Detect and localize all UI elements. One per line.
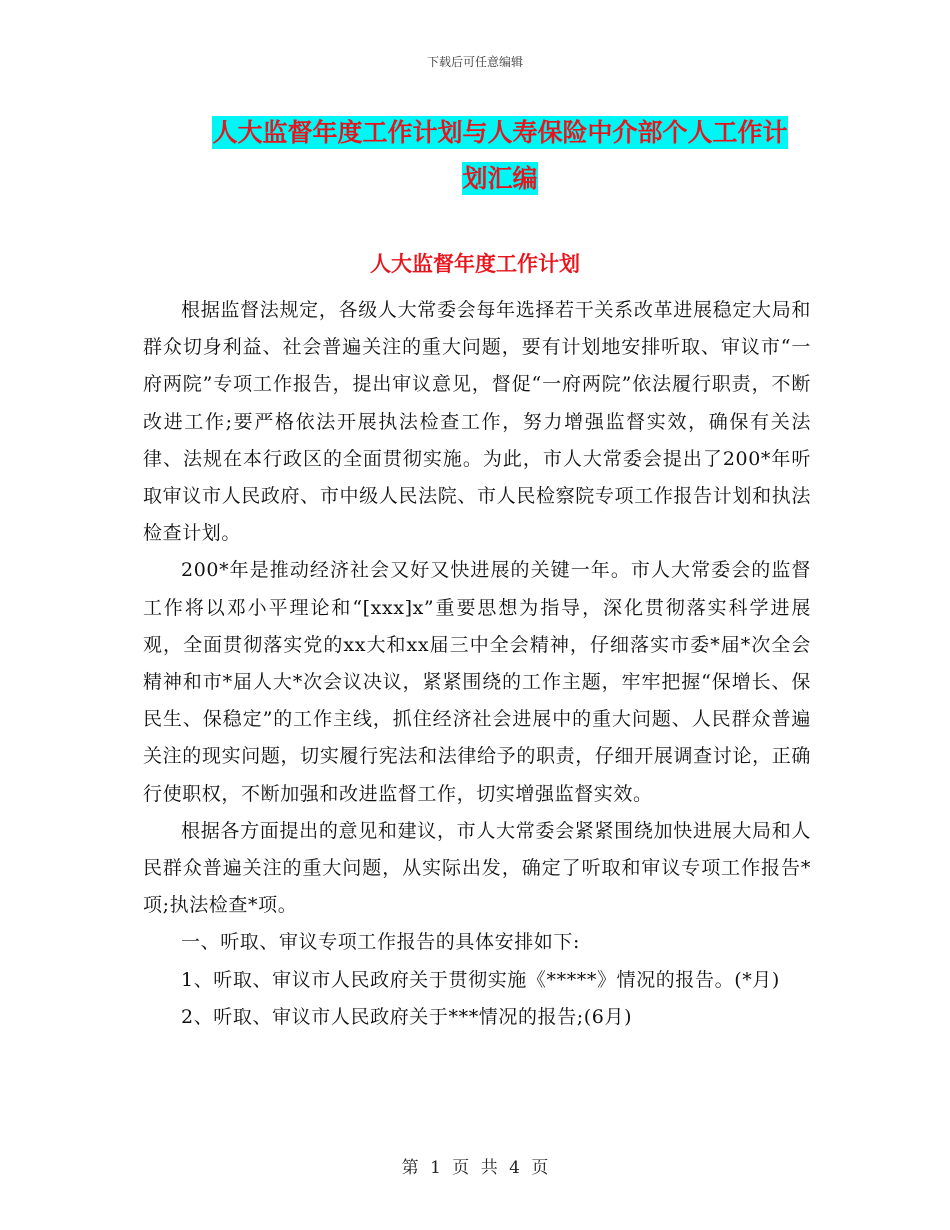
document-title [140,110,860,202]
header-note: 下载后可任意编辑 [426,55,523,69]
document-title-line-2: 划汇编 [462,164,538,193]
paragraph: 2、听取、审议市人民政府关于***情况的报告;(6月) [181,1005,633,1028]
body-text [143,292,811,1036]
page-footer: 第 1 页 共 4 页 [401,1158,549,1178]
paragraph: 200*年是推动经济社会又好又快进展的关键一年。市人大常委会的监督工作将以邓小平理论和“[xxx]x”重要思想为指导，深化贯彻落实科学进展观，全面贯彻落实党的xx大和xx届三中全会精神，仔细落实市委*届*次全会精神和市*届人大*次会议决议，紧紧围绕的工作主题，牢牢把握“保增长、保民生、保稳定”的工作主线，抓住经济社会进展中的重大问题、人民群众普遍关注的现实问题，切实履行宪法和法律给予的职责，仔细开展调查讨论，正确行使职权，不断加强和改进监督工作，切实增强监督实效。 [143,559,811,805]
paragraph: 一、听取、审议专项工作报告的具体安排如下: [181,931,581,954]
document-title-line-1: 人大监督年度工作计划与人寿保险中介部个人工作计 [212,118,788,147]
paragraph: 1、听取、审议市人民政府关于贯彻实施《*****》情况的报告。(*月) [181,968,780,991]
paragraph: 根据监督法规定，各级人大常委会每年选择若干关系改革进展稳定大局和群众切身利益、社会普遍关注的重大问题，要有计划地安排听取、审议市“一府两院”专项工作报告，提出审议意见，督促“一府两院”依法履行职责，不断改进工作;要严格依法开展执法检查工作，努力增强监督实效，确保有关法律、法规在本行政区的全面贯彻实施。为此，市人大常委会提出了200*年听取审议市人民政府、市中级人民法院、市人民检察院专项工作报告计划和执法检查计划。 [143,299,811,545]
section-title: 人大监督年度工作计划 [370,251,580,276]
paragraph: 根据各方面提出的意见和建议，市人大常委会紧紧围绕加快进展大局和人民群众普遍关注的重大问题，从实际出发，确定了听取和审议专项工作报告*项;执法检查*项。 [143,819,811,917]
